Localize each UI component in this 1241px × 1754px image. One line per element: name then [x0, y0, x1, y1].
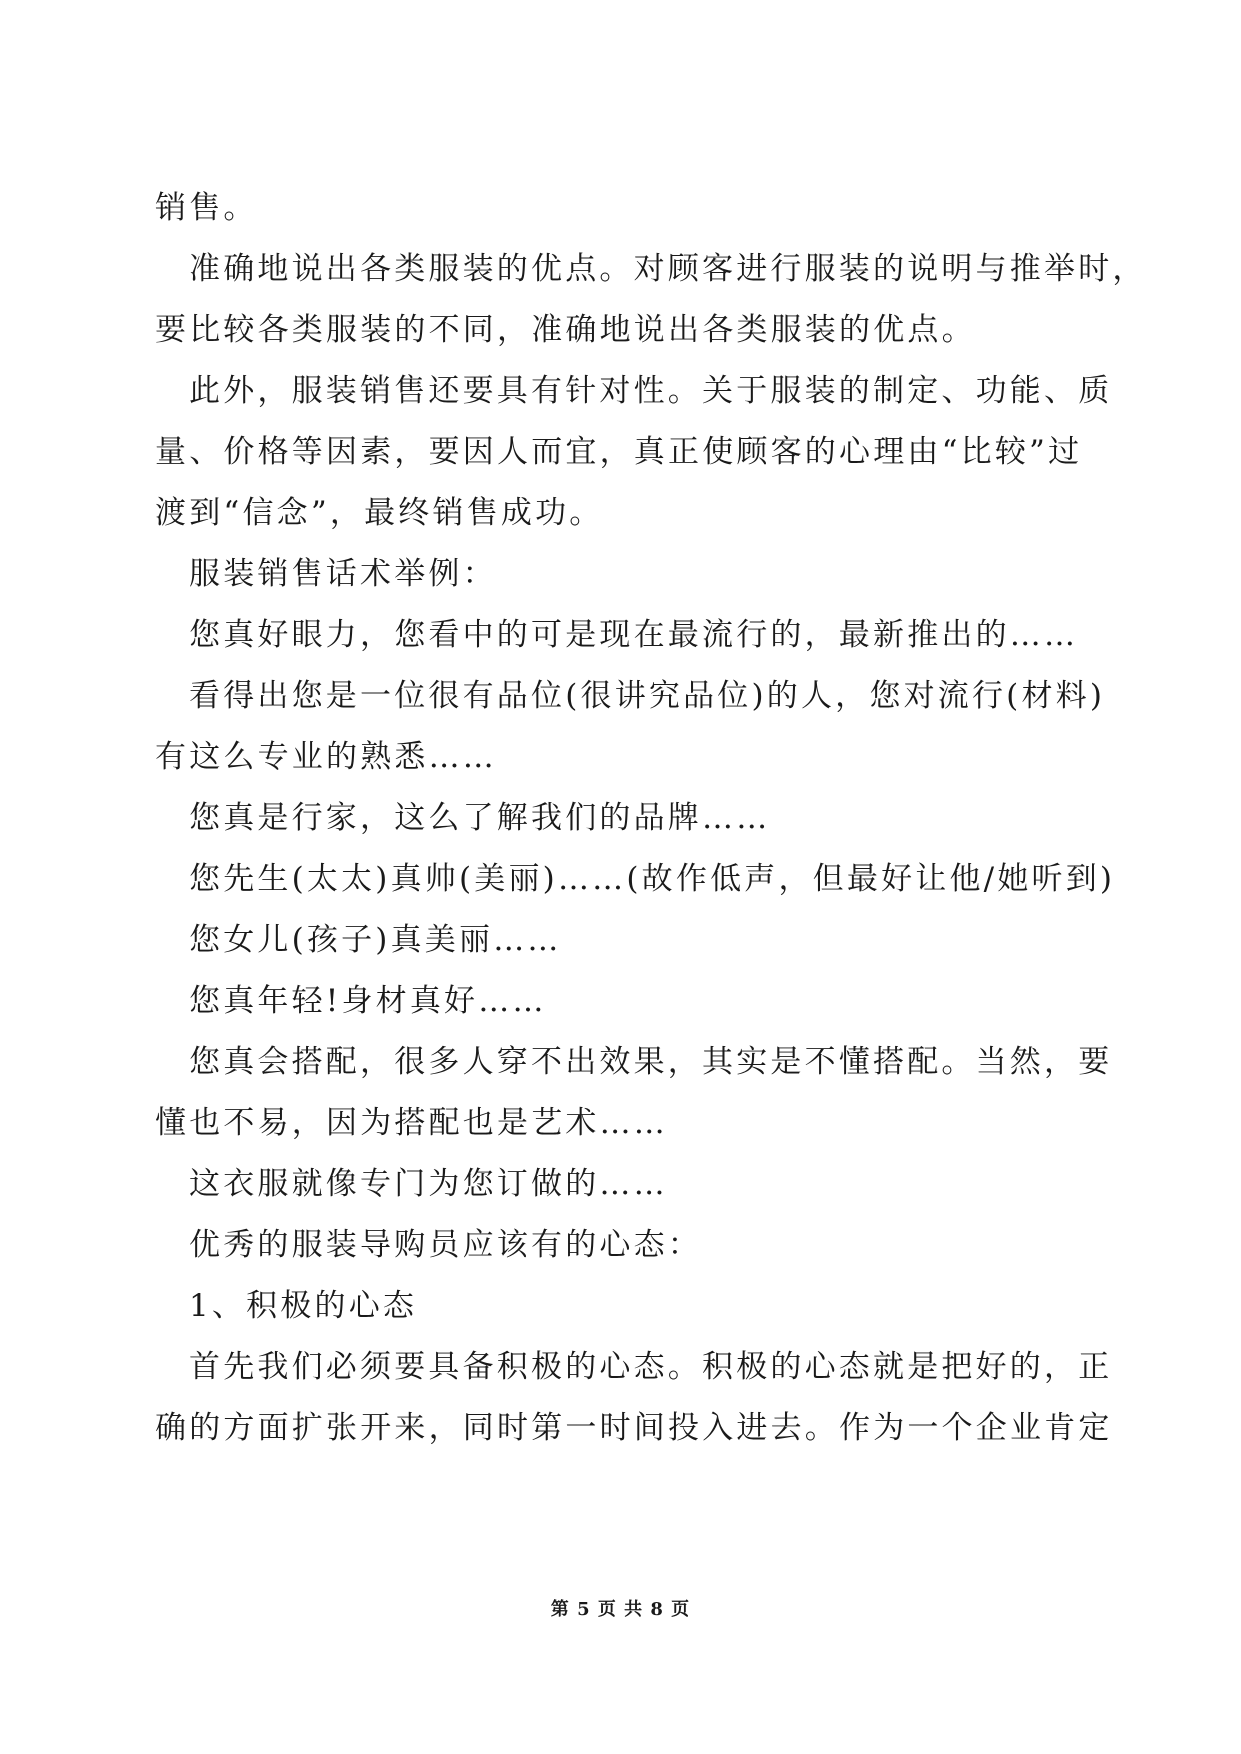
text-line: 您真是行家，这么了解我们的品牌……: [189, 800, 771, 836]
text-line: 准确地说出各类服装的优点。对顾客进行服装的说明与推举时，: [189, 251, 1147, 287]
text-line: 优秀的服装导购员应该有的心态：: [189, 1227, 702, 1263]
body-text: [155, 178, 1147, 1459]
text-line: 您真会搭配，很多人穿不出效果，其实是不懂搭配。当然，要: [189, 1044, 1113, 1080]
text-line: 量、价格等因素，要因人而宜，真正使顾客的心理由“比较”过: [155, 434, 1083, 470]
page-number-footer: 第 5 页 共 8 页: [550, 1599, 691, 1620]
text-line: 这衣服就像专门为您订做的……: [189, 1166, 668, 1202]
text-line: 懂也不易，因为搭配也是艺术……: [155, 1105, 668, 1141]
text-line: 要比较各类服装的不同，准确地说出各类服装的优点。: [155, 312, 976, 348]
text-line: 首先我们必须要具备积极的心态。积极的心态就是把好的，正: [189, 1349, 1113, 1385]
text-line: 看得出您是一位很有品位(很讲究品位)的人，您对流行(材料): [189, 678, 1106, 714]
text-line: 确的方面扩张开来，同时第一时间投入进去。作为一个企业肯定: [155, 1410, 1113, 1446]
text-line: 您真年轻!身材真好……: [189, 983, 547, 1019]
text-line: 您女儿(孩子)真美丽……: [189, 922, 562, 958]
text-line: 渡到“信念”，最终销售成功。: [155, 495, 604, 531]
text-line: 此外，服装销售还要具有针对性。关于服装的制定、功能、质: [189, 373, 1113, 409]
text-line: 您真好眼力，您看中的可是现在最流行的，最新推出的……: [189, 617, 1079, 653]
text-line: 您先生(太太)真帅(美丽)……(故作低声，但最好让他/她听到): [189, 861, 1116, 897]
text-line: 销售。: [155, 190, 258, 226]
text-line: 有这么专业的熟悉……: [155, 739, 497, 775]
text-line: 1、积极的心态: [189, 1288, 418, 1324]
text-line: 服装销售话术举例：: [189, 556, 497, 592]
